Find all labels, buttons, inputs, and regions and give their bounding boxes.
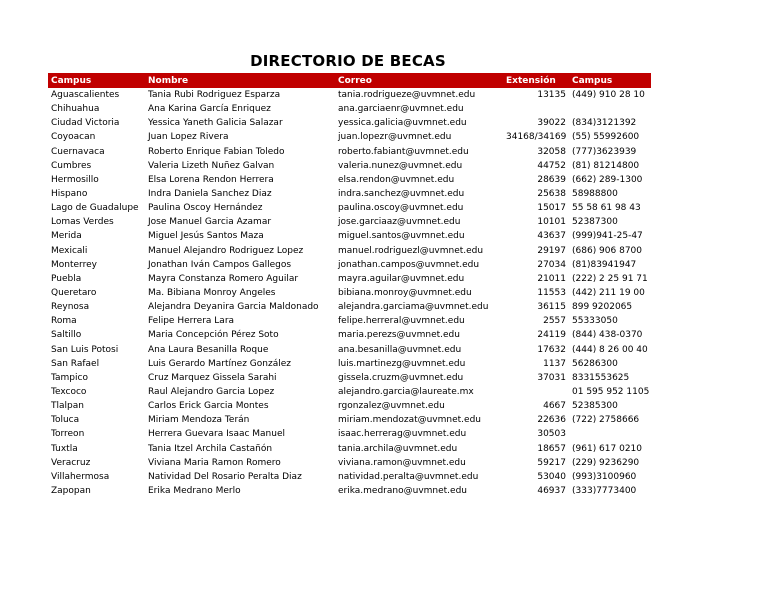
table-row — [48, 229, 651, 243]
cell-campus: Hermosillo — [51, 174, 99, 185]
cell-extension: 21011 — [537, 273, 566, 284]
cell-telefono: 55333050 — [572, 316, 618, 327]
cell-extension — [503, 385, 569, 399]
table-row — [48, 286, 651, 300]
cell-telefono: (449) 910 28 10 — [572, 90, 645, 101]
column-header-campus: Campus — [48, 73, 145, 88]
cell-extension: 15017 — [537, 203, 566, 214]
cell-extension: 24119 — [537, 330, 566, 341]
cell-correo: ana.garciaenr@uvmnet.edu — [338, 104, 464, 115]
cell-nombre: Indra Daniela Sanchez Diaz — [148, 189, 272, 200]
cell-correo: jose.garciaaz@uvmnet.edu — [338, 217, 461, 228]
cell-nombre: Alejandra Deyanira Garcia Maldonado — [148, 302, 319, 313]
table-row — [48, 427, 651, 441]
cell-extension: 1137 — [543, 358, 566, 369]
cell-nombre: Herrera Guevara Isaac Manuel — [148, 429, 286, 440]
cell-telefono: (844) 438-0370 — [572, 330, 643, 341]
cell-nombre: Tania Itzel Archila Castañón — [148, 443, 273, 454]
cell-nombre: Maria Concepción Pérez Soto — [148, 330, 279, 341]
cell-nombre: Erika Medrano Merlo — [148, 486, 241, 496]
table-row — [48, 159, 651, 173]
header-row — [48, 73, 651, 88]
cell-nombre: Yessica Yaneth Galicia Salazar — [148, 118, 283, 129]
cell-telefono: (993)3100960 — [572, 471, 637, 482]
cell-extension: 36115 — [537, 302, 566, 313]
cell-nombre: Manuel Alejandro Rodriguez Lopez — [148, 245, 304, 256]
cell-telefono — [569, 102, 651, 116]
column-header-nombre: Nombre — [145, 73, 335, 88]
cell-campus: Tampico — [51, 372, 88, 383]
cell-nombre: Ana Karina García Enriquez — [148, 104, 271, 115]
cell-campus: Reynosa — [51, 302, 90, 313]
cell-campus: Aguascalientes — [51, 90, 120, 101]
column-header-campus-phone: Campus — [569, 73, 651, 88]
cell-extension: 4667 — [543, 401, 566, 412]
table-row — [48, 328, 651, 342]
table-row — [48, 116, 651, 130]
cell-telefono: (834)3121392 — [572, 118, 637, 129]
cell-campus: Lomas Verdes — [51, 217, 114, 228]
cell-correo: miriam.mendozat@uvmnet.edu — [338, 415, 481, 426]
cell-telefono: (662) 289-1300 — [572, 174, 643, 185]
cell-telefono: (55) 55992600 — [572, 132, 640, 143]
cell-nombre: Jose Manuel Garcia Azamar — [148, 217, 272, 228]
cell-nombre: Cruz Marquez Gissela Sarahi — [148, 372, 277, 383]
cell-telefono: (961) 617 0210 — [572, 443, 643, 454]
cell-correo: roberto.fabiant@uvmnet.edu — [338, 146, 469, 157]
cell-extension: 2557 — [543, 316, 566, 327]
cell-correo: isaac.herrerag@uvmnet.edu — [338, 429, 467, 440]
cell-correo: natividad.peralta@uvmnet.edu — [338, 471, 479, 482]
cell-campus: Saltillo — [51, 330, 82, 341]
cell-nombre: Felipe Herrera Lara — [148, 316, 235, 327]
cell-telefono: (999)941-25-47 — [572, 231, 643, 242]
cell-telefono: 8331553625 — [572, 372, 630, 383]
cell-nombre: Carlos Erick Garcia Montes — [148, 401, 269, 412]
cell-extension: 22636 — [537, 415, 566, 426]
table-row — [48, 314, 651, 328]
cell-nombre: Mayra Constanza Romero Aguilar — [148, 273, 299, 284]
cell-nombre: Juan Lopez Rivera — [148, 132, 229, 143]
cell-nombre: Miguel Jesús Santos Maza — [148, 231, 264, 242]
table-row — [48, 470, 651, 484]
page-title: DIRECTORIO DE BECAS — [250, 52, 446, 70]
table-row — [48, 258, 651, 272]
cell-extension: 28639 — [537, 174, 566, 185]
table-row — [48, 399, 651, 413]
table-row — [48, 102, 651, 116]
cell-telefono: (442) 211 19 00 — [572, 288, 645, 299]
cell-campus: San Luis Potosi — [51, 344, 119, 355]
cell-correo: juan.lopezr@uvmnet.edu — [338, 132, 452, 143]
cell-nombre: Ana Laura Besanilla Roque — [148, 344, 269, 355]
cell-correo: luis.martinezg@uvmnet.edu — [338, 358, 466, 369]
cell-campus: Villahermosa — [51, 471, 110, 482]
cell-correo: erika.medrano@uvmnet.edu — [338, 486, 467, 496]
cell-nombre: Ma. Bibiana Monroy Angeles — [148, 288, 276, 299]
cell-campus: Lago de Guadalupe — [51, 203, 139, 214]
cell-telefono: 55 58 61 98 43 — [572, 203, 641, 214]
cell-extension: 43637 — [537, 231, 566, 242]
cell-extension: 17632 — [537, 344, 566, 355]
cell-correo: alejandro.garcia@laureate.mx — [338, 387, 474, 398]
cell-extension: 29197 — [537, 245, 566, 256]
column-header-extension: Extensión — [503, 73, 569, 88]
cell-correo: maria.perezs@uvmnet.edu — [338, 330, 460, 341]
cell-campus: Monterrey — [51, 259, 97, 270]
cell-telefono: 56286300 — [572, 358, 618, 369]
table-row — [48, 484, 651, 498]
table-row — [48, 413, 651, 427]
table-row — [48, 145, 651, 159]
cell-correo: manuel.rodriguezl@uvmnet.edu — [338, 245, 484, 256]
table-row — [48, 357, 651, 371]
cell-extension: 39022 — [537, 118, 566, 129]
cell-campus: Toluca — [51, 415, 80, 426]
table-row — [48, 187, 651, 201]
cell-telefono: 899 9202065 — [572, 302, 633, 313]
cell-campus: Hispano — [51, 189, 88, 200]
table-row — [48, 300, 651, 314]
table-row — [48, 88, 651, 102]
cell-telefono: (333)7773400 — [572, 486, 637, 496]
cell-nombre: Tania Rubi Rodriguez Esparza — [148, 90, 281, 101]
cell-telefono: (686) 906 8700 — [572, 245, 643, 256]
column-header-correo: Correo — [335, 73, 503, 88]
directory-table — [48, 73, 651, 498]
cell-correo: miguel.santos@uvmnet.edu — [338, 231, 465, 242]
table-row — [48, 272, 651, 286]
cell-telefono: 01 595 952 1105 — [572, 387, 650, 398]
cell-nombre: Raul Alejandro Garcia Lopez — [148, 387, 275, 398]
cell-correo: elsa.rendon@uvmnet.edu — [338, 174, 455, 185]
cell-extension — [503, 102, 569, 116]
cell-extension: 25638 — [537, 189, 566, 200]
cell-extension: 32058 — [537, 146, 566, 157]
table-row — [48, 456, 651, 470]
cell-correo: felipe.herreral@uvmnet.edu — [338, 316, 465, 327]
cell-campus: Mexicali — [51, 245, 88, 256]
table-row — [48, 442, 651, 456]
cell-extension: 18657 — [537, 443, 566, 454]
cell-correo: tania.archila@uvmnet.edu — [338, 443, 458, 454]
cell-extension: 10101 — [537, 217, 566, 228]
cell-correo: yessica.galicia@uvmnet.edu — [338, 118, 467, 129]
table-row — [48, 201, 651, 215]
cell-campus: Texcoco — [51, 387, 87, 398]
cell-campus: Chihuahua — [51, 104, 100, 115]
cell-extension: 44752 — [537, 160, 566, 171]
cell-correo: paulina.oscoy@uvmnet.edu — [338, 203, 464, 214]
cell-campus: Ciudad Victoria — [51, 118, 120, 129]
cell-nombre: Elsa Lorena Rendon Herrera — [148, 174, 274, 185]
cell-correo: viviana.ramon@uvmnet.edu — [338, 457, 466, 468]
cell-campus: Veracruz — [51, 457, 91, 468]
cell-telefono: (222) 2 25 91 71 — [572, 273, 648, 284]
table-row — [48, 173, 651, 187]
cell-telefono: (722) 2758666 — [572, 415, 640, 426]
cell-correo: alejandra.garciama@uvmnet.edu — [338, 302, 489, 313]
cell-extension: 34168/34169 — [506, 132, 567, 143]
cell-correo: jonathan.campos@uvmnet.edu — [338, 259, 480, 270]
cell-telefono: (81)83941947 — [572, 259, 637, 270]
cell-campus: Torreon — [51, 429, 85, 440]
cell-telefono: (444) 8 26 00 40 — [572, 344, 648, 355]
table-row — [48, 244, 651, 258]
cell-correo: mayra.aguilar@uvmnet.edu — [338, 273, 465, 284]
cell-extension: 27034 — [537, 259, 566, 270]
cell-nombre: Luis Gerardo Martínez González — [148, 358, 291, 369]
cell-correo: bibiana.monroy@uvmnet.edu — [338, 288, 472, 299]
cell-correo: ana.besanilla@uvmnet.edu — [338, 344, 462, 355]
cell-correo: gissela.cruzm@uvmnet.edu — [338, 372, 464, 383]
cell-campus: Merida — [51, 231, 82, 242]
cell-campus: San Rafael — [51, 358, 100, 369]
cell-telefono: 52387300 — [572, 217, 618, 228]
cell-campus: Cumbres — [51, 160, 92, 171]
cell-correo: tania.rodrigueze@uvmnet.edu — [338, 90, 476, 101]
table-row — [48, 385, 651, 399]
cell-campus: Roma — [51, 316, 77, 327]
cell-correo: valeria.nunez@uvmnet.edu — [338, 160, 463, 171]
cell-telefono: (229) 9236290 — [572, 457, 640, 468]
cell-telefono: (81) 81214800 — [572, 160, 640, 171]
cell-correo: indra.sanchez@uvmnet.edu — [338, 189, 465, 200]
cell-campus: Queretaro — [51, 288, 97, 299]
cell-nombre: Natividad Del Rosario Peralta Diaz — [148, 471, 302, 482]
cell-extension: 53040 — [537, 471, 566, 482]
cell-extension: 37031 — [537, 372, 566, 383]
cell-campus: Zapopan — [51, 486, 91, 496]
table-row — [48, 371, 651, 385]
cell-campus: Puebla — [51, 273, 82, 284]
cell-correo: rgonzalez@uvmnet.edu — [338, 401, 445, 412]
cell-nombre: Roberto Enrique Fabian Toledo — [148, 146, 285, 157]
table-body — [48, 88, 651, 498]
cell-nombre: Paulina Oscoy Hernández — [148, 203, 263, 214]
cell-extension: 59217 — [537, 457, 566, 468]
cell-extension: 30503 — [537, 429, 566, 440]
cell-extension: 13135 — [537, 90, 566, 101]
cell-campus: Tlalpan — [51, 401, 84, 412]
cell-nombre: Valeria Lizeth Nuñez Galvan — [148, 160, 275, 171]
cell-telefono — [569, 427, 651, 441]
cell-campus: Coyoacan — [51, 132, 96, 143]
cell-telefono: 58988800 — [572, 189, 618, 200]
table-row — [48, 343, 651, 357]
table-row — [48, 215, 651, 229]
cell-nombre: Jonathan Iván Campos Gallegos — [148, 259, 292, 270]
cell-extension: 46937 — [537, 486, 566, 496]
cell-campus: Cuernavaca — [51, 146, 105, 157]
cell-nombre: Miriam Mendoza Terán — [148, 415, 250, 426]
cell-telefono: (777)3623939 — [572, 146, 637, 157]
cell-nombre: Viviana Maria Ramon Romero — [148, 457, 281, 468]
cell-telefono: 52385300 — [572, 401, 618, 412]
table-row — [48, 130, 651, 144]
cell-campus: Tuxtla — [51, 443, 78, 454]
cell-extension: 11553 — [537, 288, 566, 299]
